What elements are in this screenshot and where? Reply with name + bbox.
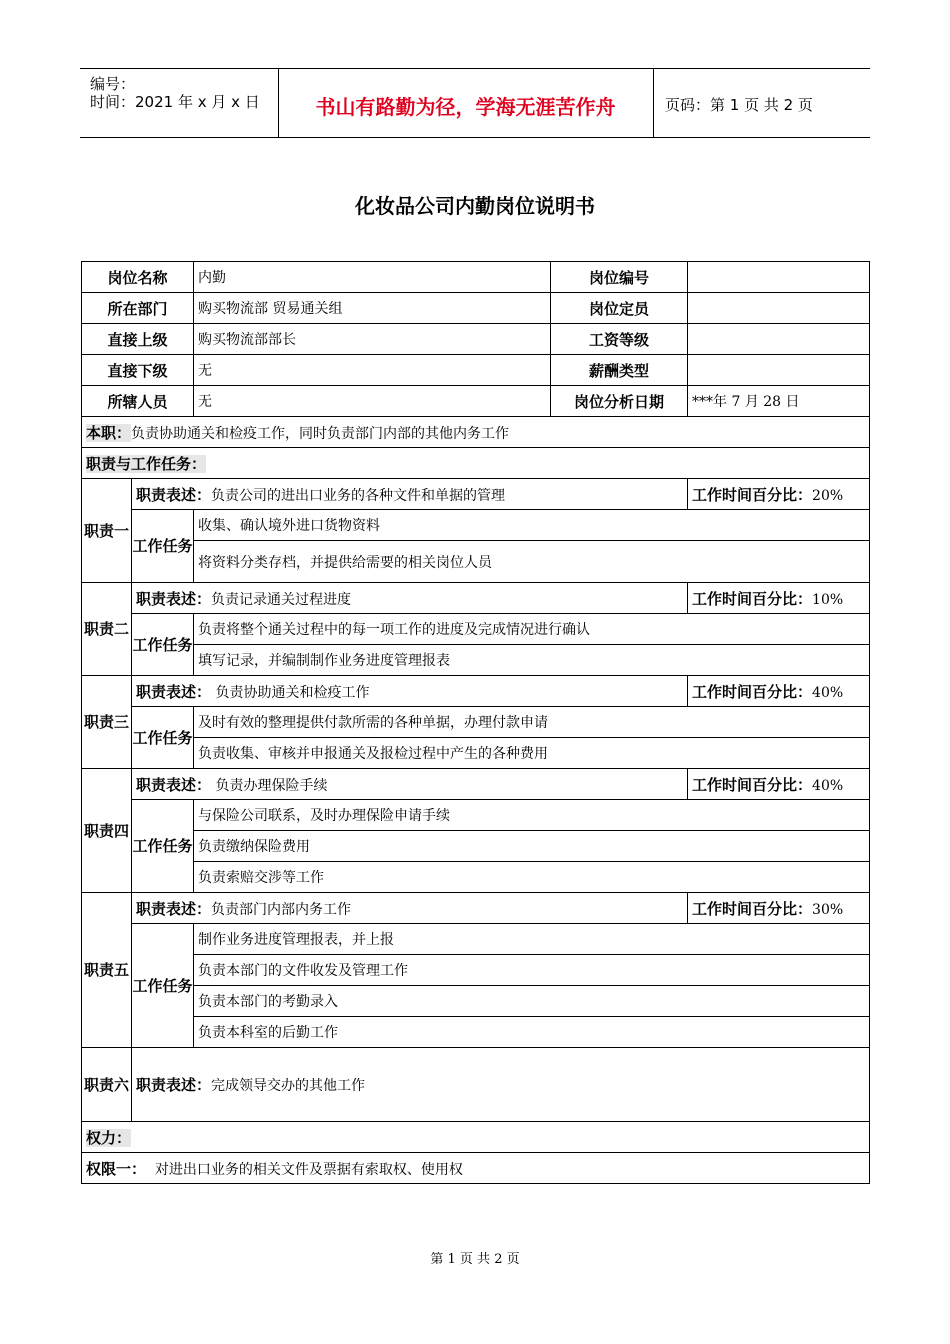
duty-desc-cell (132, 769, 688, 800)
task-label: 工作任务 (132, 614, 194, 676)
position-code-value (688, 262, 870, 293)
task-item: 负责本科室的后勤工作 (194, 1017, 870, 1048)
salary-grade-label: 工资等级 (551, 324, 688, 355)
desc-label: 职责表述： (136, 775, 212, 794)
duty-label: 职责四 (82, 769, 132, 893)
date-label: 时间：2021 年 x 月 x 日 (90, 93, 260, 111)
authority-text: 对进出口业务的相关文件及票据有索取权、使用权 (154, 1161, 463, 1178)
info-row (82, 293, 870, 324)
desc-label: 职责表述： (136, 682, 212, 701)
main-duty-cell (82, 417, 870, 448)
time-pct-cell (688, 583, 870, 614)
duty-desc-row (82, 1048, 870, 1122)
page-header (80, 68, 870, 138)
power-label: 权力： (86, 1128, 132, 1147)
task-row (82, 924, 870, 955)
department-label: 所在部门 (82, 293, 194, 324)
duty-desc: 负责协助通关和检疫工作 (211, 684, 370, 701)
duty-desc-cell (132, 1048, 870, 1122)
job-description-table (81, 261, 870, 1184)
motto: 书山有路勤为径，学海无涯苦作舟 (315, 95, 616, 119)
duty-desc-cell (132, 583, 688, 614)
task-item: 将资料分类存档，并提供给需要的相关岗位人员 (194, 541, 870, 583)
time-pct-cell (688, 893, 870, 924)
task-label: 工作任务 (132, 510, 194, 583)
duty-desc-cell (132, 676, 688, 707)
duty-desc-cell (132, 479, 688, 510)
desc-label: 职责表述： (136, 485, 212, 504)
duty-desc: 负责办理保险手续 (211, 777, 328, 794)
analysis-date-value: ***年 7 月 28 日 (688, 386, 870, 417)
authority-label: 权限一： (86, 1159, 147, 1178)
task-row (82, 800, 870, 831)
time-label: 工作时间百分比： (692, 485, 813, 504)
task-item: 收集、确认境外进口货物资料 (194, 510, 870, 541)
task-row (82, 510, 870, 541)
task-item: 负责缴纳保险费用 (194, 831, 870, 862)
task-label: 工作任务 (132, 707, 194, 769)
task-row (82, 645, 870, 676)
time-pct: 40% (812, 777, 844, 794)
page-number: 页码：第 1 页 共 2 页 (665, 96, 813, 114)
time-pct-cell (688, 479, 870, 510)
task-item: 负责本部门的考勤录入 (194, 986, 870, 1017)
duty-label: 职责三 (82, 676, 132, 769)
department-value: 购买物流部 贸易通关组 (194, 293, 551, 324)
duty-desc-cell (132, 893, 688, 924)
duty-label: 职责一 (82, 479, 132, 583)
desc-label: 职责表述： (136, 589, 212, 608)
task-row (82, 862, 870, 893)
pay-type-label: 薪酬类型 (551, 355, 688, 386)
task-item: 制作业务进度管理报表，并上报 (194, 924, 870, 955)
main-duty-label: 本职： (86, 423, 132, 442)
time-pct: 10% (812, 591, 844, 608)
subordinate-value: 无 (194, 355, 551, 386)
task-label: 工作任务 (132, 924, 194, 1048)
tasks-header-cell (82, 448, 870, 479)
authority-row (82, 1153, 870, 1184)
task-item: 填写记录，并编制制作业务进度管理报表 (194, 645, 870, 676)
headcount-label: 岗位定员 (551, 293, 688, 324)
task-item: 负责收集、审核并申报通关及报检过程中产生的各种费用 (194, 738, 870, 769)
number-label: 编号： (90, 75, 136, 93)
time-pct-cell (688, 769, 870, 800)
time-pct-cell (688, 676, 870, 707)
analysis-date-label: 岗位分析日期 (551, 386, 688, 417)
time-pct: 30% (812, 901, 844, 918)
power-header-row (82, 1122, 870, 1153)
authority-cell (82, 1153, 870, 1184)
duty-label: 职责二 (82, 583, 132, 676)
desc-label: 职责表述： (136, 1076, 212, 1094)
salary-grade-value (688, 324, 870, 355)
document-title: 化妆品公司内勤岗位说明书 (355, 194, 595, 218)
duty-desc-row (82, 583, 870, 614)
position-code-label: 岗位编号 (551, 262, 688, 293)
task-item: 及时有效的整理提供付款所需的各种单据，办理付款申请 (194, 707, 870, 738)
duty-desc-row (82, 769, 870, 800)
duty-label: 职责五 (82, 893, 132, 1048)
superior-value: 购买物流部部长 (194, 324, 551, 355)
task-item: 负责将整个通关过程中的每一项工作的进度及完成情况进行确认 (194, 614, 870, 645)
time-label: 工作时间百分比： (692, 682, 813, 701)
info-row (82, 324, 870, 355)
task-row (82, 738, 870, 769)
duty-desc-row (82, 893, 870, 924)
main-duty-row (82, 417, 870, 448)
pay-type-value (688, 355, 870, 386)
task-item: 负责索赔交涉等工作 (194, 862, 870, 893)
position-name-label: 岗位名称 (82, 262, 194, 293)
task-item: 负责本部门的文件收发及管理工作 (194, 955, 870, 986)
desc-label: 职责表述： (136, 899, 212, 918)
superior-label: 直接上级 (82, 324, 194, 355)
main-duty-text: 负责协助通关和检疫工作，同时负责部门内部的其他内务工作 (131, 425, 510, 442)
power-header-cell (82, 1122, 870, 1153)
info-row (82, 386, 870, 417)
duty-desc: 负责记录通关过程进度 (211, 591, 352, 608)
page-footer: 第 1 页 共 2 页 (430, 1252, 520, 1267)
task-row (82, 707, 870, 738)
tasks-header-row (82, 448, 870, 479)
time-pct: 20% (812, 487, 844, 504)
info-row (82, 355, 870, 386)
task-row (82, 1017, 870, 1048)
staff-label: 所辖人员 (82, 386, 194, 417)
task-row (82, 986, 870, 1017)
task-row (82, 831, 870, 862)
subordinate-label: 直接下级 (82, 355, 194, 386)
duty-desc-row (82, 676, 870, 707)
duty-desc: 负责部门内部内务工作 (211, 901, 352, 918)
task-label: 工作任务 (132, 800, 194, 893)
tasks-header: 职责与工作任务： (86, 454, 207, 473)
header-motto-cell (278, 69, 654, 137)
staff-value: 无 (194, 386, 551, 417)
position-name-value: 内勤 (194, 262, 551, 293)
duty-label: 职责六 (82, 1048, 132, 1122)
task-row (82, 614, 870, 645)
header-page-cell (655, 69, 870, 137)
task-item: 与保险公司联系，及时办理保险申请手续 (194, 800, 870, 831)
task-row (82, 541, 870, 583)
time-label: 工作时间百分比： (692, 775, 813, 794)
duty-desc: 完成领导交办的其他工作 (211, 1078, 366, 1094)
headcount-value (688, 293, 870, 324)
header-meta-cell (80, 69, 279, 137)
info-row (82, 262, 870, 293)
task-row (82, 955, 870, 986)
duty-desc: 负责公司的进出口业务的各种文件和单据的管理 (211, 487, 506, 504)
time-label: 工作时间百分比： (692, 589, 813, 608)
time-label: 工作时间百分比： (692, 899, 813, 918)
time-pct: 40% (812, 684, 844, 701)
duty-desc-row (82, 479, 870, 510)
